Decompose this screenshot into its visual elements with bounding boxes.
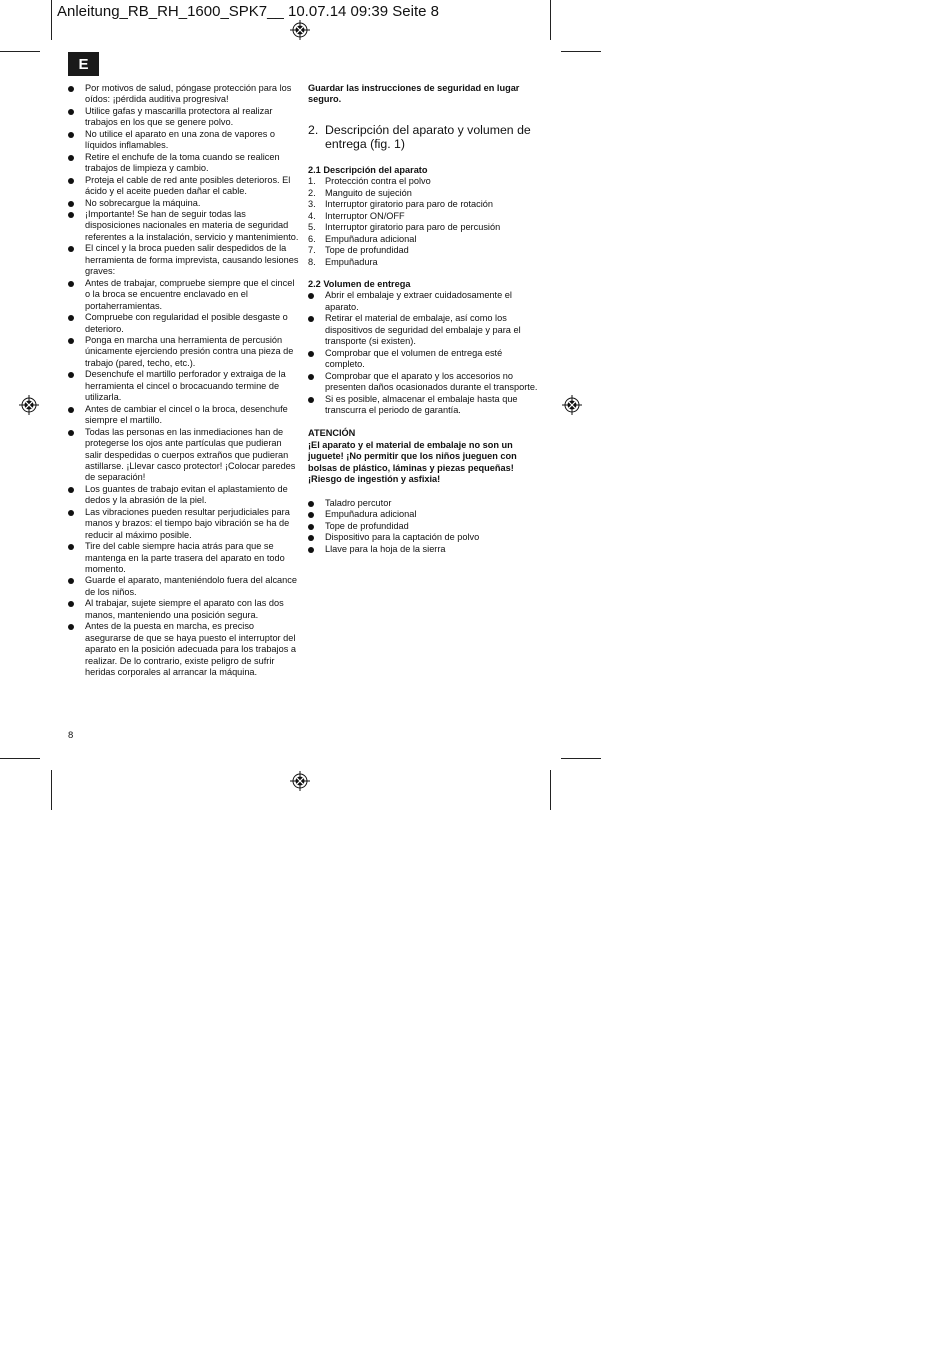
bullet-icon: [308, 524, 314, 530]
list-item: Dispositivo para la captación de polvo: [308, 532, 540, 543]
bullet-icon: [68, 407, 74, 413]
list-item: Compruebe con regularidad el posible desgaste o deterioro.: [68, 312, 300, 335]
list-item: 7. Tope de profundidad: [308, 245, 409, 256]
list-item: Ponga en marcha una herramienta de percusión únicamente ejerciendo presión contra una pieza de trabajo (pared, techo, etc.).: [68, 335, 300, 369]
bullet-icon: [308, 501, 314, 507]
list-item: El cincel y la broca pueden salir despedidos de la herramienta de forma imprevista, causando lesiones graves:: [68, 243, 300, 277]
language-badge: E: [68, 52, 99, 76]
registration-mark-icon: [290, 20, 310, 40]
section-title: Descripción del aparato y volumen de entrega (fig. 1): [325, 122, 531, 152]
bullet-icon: [68, 178, 74, 184]
bullet-icon: [68, 109, 74, 115]
list-item: Las vibraciones pueden resultar perjudiciales para manos y brazos: el tiempo bajo vibración se ha de reducir al máximo posible.: [68, 507, 300, 541]
list-item: Comprobar que el volumen de entrega esté completo.: [308, 348, 540, 371]
list-item: No sobrecargue la máquina.: [68, 198, 300, 209]
list-item: 2. Manguito de sujeción: [308, 187, 412, 198]
list-item: Por motivos de salud, póngase protección para los oídos: ¡pérdida auditiva progresiva!: [68, 83, 300, 106]
bullet-icon: [308, 316, 314, 322]
list-item: Proteja el cable de red ante posibles deterioros. El ácido y el aceite pueden dañar el cable.: [68, 175, 300, 198]
bullet-icon: [308, 397, 314, 403]
list-item: 4. Interruptor ON/OFF: [308, 210, 405, 221]
section-heading: [308, 123, 540, 152]
list-item: Comprobar que el aparato y los accesorios no presenten daños ocasionados durante el transporte.: [308, 371, 540, 394]
safety-list: [68, 83, 300, 679]
bullet-icon: [308, 535, 314, 541]
parts-list: [308, 176, 540, 268]
list-item: Abrir el embalaje y extraer cuidadosamente el aparato.: [308, 290, 540, 313]
list-item: 1. Protección contra el polvo: [308, 176, 431, 187]
list-item: Todas las personas en las inmediaciones han de protegerse los ojos ante partículas que pudieran salir despedidas o cuerpos extraños que pudieran astillarse. ¡Llevar casco protector! ¡Colocar paredes de separación!: [68, 427, 300, 484]
warning-heading: ATENCIÓN: [308, 428, 356, 439]
bullet-icon: [68, 212, 74, 218]
registration-mark-icon: [19, 395, 39, 415]
bullet-icon: [68, 430, 74, 436]
subsection-heading: 2.1 Descripción del aparato: [308, 164, 428, 175]
bullet-icon: [68, 281, 74, 287]
bullet-icon: [68, 246, 74, 252]
crop-mark: [0, 51, 40, 52]
list-item: Retirar el material de embalaje, así como los dispositivos de seguridad del embalaje y para el transporte (si existen).: [308, 313, 540, 347]
list-item: 5. Interruptor giratorio para paro de percusión: [308, 222, 501, 233]
safekeeping-note: Guardar las instrucciones de seguridad en lugar seguro.: [308, 83, 520, 105]
list-item: Antes de la puesta en marcha, es preciso asegurarse de que se haya puesto el interruptor del aparato en la posición adecuada para los trabajos a realizar. De lo contrario, existe peligro de sufrir heridas corporales al arrancar la máquina.: [68, 621, 300, 678]
section-number: 2.: [308, 122, 319, 137]
bullet-icon: [68, 201, 74, 207]
bullet-icon: [68, 510, 74, 516]
bullet-icon: [308, 547, 314, 553]
subsection-heading: 2.2 Volumen de entrega: [308, 278, 411, 289]
list-item: Antes de cambiar el cincel o la broca, desenchufe siempre el martillo.: [68, 404, 300, 427]
bullet-icon: [68, 132, 74, 138]
bullet-icon: [68, 338, 74, 344]
crop-mark: [550, 770, 551, 810]
list-item: 6. Empuñadura adicional: [308, 233, 417, 244]
list-item: Retire el enchufe de la toma cuando se realicen trabajos de limpieza y cambio.: [68, 152, 300, 175]
bullet-icon: [308, 374, 314, 380]
delivery-contents-list: [308, 498, 540, 555]
crop-mark: [51, 0, 52, 40]
list-item: Al trabajar, sujete siempre el aparato con las dos manos, manteniendo una posición segura.: [68, 598, 300, 621]
bullet-icon: [308, 512, 314, 518]
delivery-steps-list: [308, 290, 540, 416]
list-item: 3. Interruptor giratorio para paro de rotación: [308, 199, 494, 210]
list-item: Empuñadura adicional: [308, 509, 540, 520]
list-item: Llave para la hoja de la sierra: [308, 544, 540, 555]
bullet-icon: [68, 372, 74, 378]
bullet-icon: [68, 155, 74, 161]
bullet-icon: [68, 624, 74, 630]
list-item: Taladro percutor: [308, 498, 540, 509]
crop-mark: [561, 758, 601, 759]
bullet-icon: [68, 487, 74, 493]
bullet-icon: [68, 86, 74, 92]
registration-mark-icon: [290, 771, 310, 791]
print-header: Anleitung_RB_RH_1600_SPK7__ 10.07.14 09:39 Seite 8: [57, 3, 439, 20]
list-item: Tope de profundidad: [308, 521, 540, 532]
bullet-icon: [308, 293, 314, 299]
warning-text: ¡El aparato y el material de embalaje no son un juguete! ¡No permitir que los niños jueguen con bolsas de plástico, láminas y piezas pequeñas! ¡Riesgo de ingestión y asfixia!: [308, 439, 517, 485]
list-item: 8. Empuñadura: [308, 256, 378, 267]
page-number: 8: [68, 730, 74, 741]
list-item: Utilice gafas y mascarilla protectora al realizar trabajos en los que se genere polvo.: [68, 106, 300, 129]
crop-mark: [51, 770, 52, 810]
list-item: Antes de trabajar, compruebe siempre que el cincel o la broca se encuentre enclavado en el portaherramientas.: [68, 278, 300, 312]
crop-mark: [550, 0, 551, 40]
list-item: Los guantes de trabajo evitan el aplastamiento de dedos y la abrasión de la piel.: [68, 484, 300, 507]
list-item: Tire del cable siempre hacia atrás para que se mantenga en la parte trasera del aparato en todo momento.: [68, 541, 300, 575]
bullet-icon: [68, 315, 74, 321]
bullet-icon: [68, 601, 74, 607]
registration-mark-icon: [562, 395, 582, 415]
list-item: Si es posible, almacenar el embalaje hasta que transcurra el periodo de garantía.: [308, 394, 540, 417]
list-item: Guarde el aparato, manteniéndolo fuera del alcance de los niños.: [68, 575, 300, 598]
crop-mark: [0, 758, 40, 759]
crop-mark: [561, 51, 601, 52]
list-item: No utilice el aparato en una zona de vapores o líquidos inflamables.: [68, 129, 300, 152]
bullet-icon: [308, 351, 314, 357]
list-item: Desenchufe el martillo perforador y extraiga de la herramienta el cincel o brocacuando termine de utilizarla.: [68, 369, 300, 403]
right-column: [308, 83, 540, 555]
left-column: [68, 83, 300, 679]
bullet-icon: [68, 544, 74, 550]
bullet-icon: [68, 578, 74, 584]
list-item: ¡Importante! Se han de seguir todas las disposiciones nacionales en materia de seguridad referentes a la instalación, servicio y mantenimiento.: [68, 209, 300, 243]
